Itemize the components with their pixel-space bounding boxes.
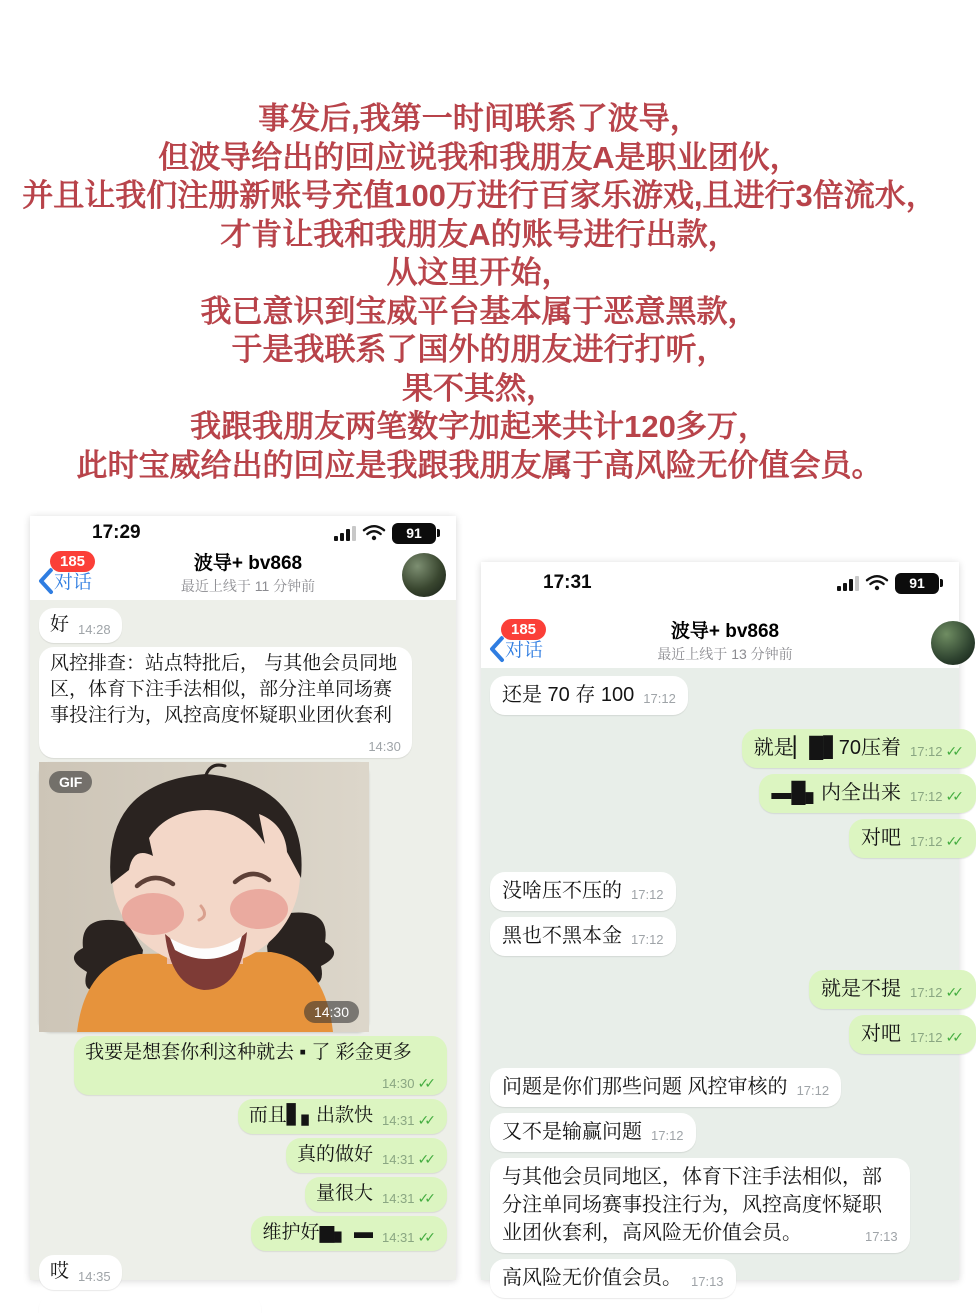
read-ticks-icon: ✓✓ — [945, 788, 959, 804]
battery-percent: 91 — [895, 573, 939, 594]
status-icons — [334, 523, 440, 544]
message-text: 就是不提 — [820, 978, 901, 1000]
contact-avatar[interactable] — [931, 621, 975, 665]
message-time: 14:31 — [381, 1230, 415, 1245]
cellular-signal-icon — [837, 576, 859, 591]
chat-bubble[interactable] — [759, 774, 976, 813]
back-label: 对话 — [505, 640, 544, 661]
headline-line: 此时宝威给出的回应是我跟我朋友属于高风险无价值会员。 — [76, 447, 883, 483]
chat-bubble[interactable] — [39, 608, 122, 643]
message-time: 14:30 — [381, 1076, 415, 1091]
contact-avatar[interactable] — [402, 553, 446, 597]
status-bar — [481, 562, 959, 604]
chat-last-seen: 最近上线于 13 分钟前 — [657, 646, 793, 662]
chat-title: 波导+ bv868 — [670, 621, 780, 642]
message-time: 14:31 — [381, 1152, 415, 1167]
message-meta — [865, 1230, 898, 1243]
message-row — [490, 917, 950, 956]
headline-line: 从这里开始， — [386, 255, 573, 290]
message-row — [39, 1216, 447, 1251]
chat-bubble[interactable] — [251, 1216, 447, 1251]
message-time: 17:13 — [691, 1274, 724, 1289]
read-ticks-icon: ✓✓ — [945, 1029, 959, 1045]
message-meta — [78, 623, 111, 636]
chat-bubble[interactable] — [490, 1259, 736, 1298]
message-meta — [382, 1153, 436, 1166]
nav-bar — [481, 604, 959, 668]
chat-bubble[interactable] — [238, 1099, 447, 1134]
message-row — [490, 1015, 976, 1054]
message-row — [490, 1158, 950, 1253]
message-row — [39, 1138, 447, 1173]
phone-screenshot-right — [481, 562, 959, 1289]
message-text: 哎 — [50, 1261, 70, 1282]
wifi-icon — [866, 575, 888, 591]
chat-bubble[interactable] — [490, 676, 688, 715]
message-text: 没啥压不压的 — [502, 880, 622, 902]
message-row — [490, 872, 950, 911]
chat-bubble[interactable] — [74, 1036, 447, 1095]
chat-bubble[interactable] — [742, 729, 976, 768]
chat-area — [481, 668, 959, 1289]
message-row — [39, 647, 447, 758]
read-ticks-icon: ✓✓ — [945, 984, 959, 1000]
headline-line: 我已意识到宝威平台基本属于恶意黑款， — [200, 293, 759, 329]
message-meta — [910, 745, 964, 758]
chat-bubble[interactable] — [809, 970, 976, 1009]
message-time: 17:12 — [909, 789, 943, 804]
message-meta — [691, 1275, 724, 1288]
message-time: 14:28 — [78, 622, 111, 637]
headline-line: 但波导给出的回应说我和我朋友A是职业团伙， — [158, 139, 801, 175]
message-meta — [910, 790, 964, 803]
nav-bar — [30, 550, 456, 600]
battery-icon — [895, 573, 943, 594]
headline — [0, 100, 959, 485]
message-text: 黑也不黑本金 — [502, 925, 622, 947]
message-text: 风控排查：站点特批后， 与其他会员同地区，体育下注手法相似，部分注单同场赛事投注行为，风控高度怀疑职业团伙套利 — [50, 653, 398, 726]
message-meta — [382, 1077, 436, 1090]
status-time: 17:31 — [543, 572, 592, 593]
headline-line: 并且让我们注册新账号充值100万进行百家乐游戏,且进行3倍流水， — [22, 178, 937, 213]
gif-badge — [49, 771, 92, 793]
message-row — [39, 762, 447, 1032]
chat-header — [100, 548, 396, 596]
message-time: 14:31 — [381, 1191, 415, 1206]
gif-message[interactable] — [39, 762, 369, 1032]
headline-line: 于是我联系了国外的朋友进行打听， — [231, 332, 728, 367]
chat-last-seen: 最近上线于 11 分钟前 — [180, 578, 316, 594]
message-time: 17:12 — [796, 1083, 830, 1098]
battery-icon — [392, 523, 440, 544]
message-text: 还是 70 存 100 — [502, 684, 635, 706]
read-ticks-icon: ✓✓ — [945, 833, 959, 849]
unread-badge: 185 — [50, 551, 95, 572]
headline-line: 才肯让我和我朋友A的账号进行出款， — [220, 216, 739, 252]
message-meta — [910, 986, 964, 999]
message-row — [39, 1099, 447, 1134]
message-time: 17:12 — [651, 1128, 684, 1143]
back-button[interactable] — [489, 621, 544, 662]
message-meta — [910, 1031, 964, 1044]
chat-bubble[interactable] — [490, 1158, 910, 1253]
message-row — [39, 608, 447, 643]
chat-bubble[interactable] — [490, 1113, 696, 1152]
message-text: 而且▋▖出款快 — [248, 1105, 373, 1126]
message-time: 17:12 — [909, 744, 943, 759]
message-text: 高风险无价值会员。 — [502, 1267, 682, 1289]
back-button[interactable] — [38, 553, 93, 594]
message-time: 17:12 — [909, 1030, 943, 1045]
message-row — [490, 1259, 950, 1298]
message-meta — [651, 1129, 684, 1142]
message-row — [39, 1255, 447, 1290]
read-ticks-icon: ✓✓ — [945, 743, 959, 759]
message-text: 对吧 — [860, 827, 901, 849]
chat-bubble[interactable] — [849, 819, 976, 858]
status-bar — [30, 516, 456, 550]
message-time: 17:12 — [631, 887, 664, 902]
status-icons — [837, 573, 943, 594]
message-row — [39, 1036, 447, 1095]
message-meta — [643, 692, 676, 705]
message-meta — [910, 835, 964, 848]
message-row — [39, 1294, 447, 1313]
message-meta — [382, 1231, 436, 1244]
wifi-icon — [363, 525, 385, 541]
message-row — [490, 729, 976, 768]
headline-line: 事发后,我第一时间联系了波导， — [258, 101, 701, 136]
message-row — [490, 676, 950, 715]
message-time: 17:12 — [643, 691, 676, 706]
message-text: 问题是你们那些问题 风控审核的 — [502, 1076, 788, 1098]
chat-bubble[interactable] — [39, 1255, 122, 1290]
cellular-signal-icon — [334, 526, 356, 541]
message-time: 17:13 — [865, 1229, 898, 1244]
message-text: 又不是输赢问题 — [502, 1121, 642, 1143]
chat-bubble[interactable] — [849, 1015, 976, 1054]
chat-bubble[interactable] — [490, 1068, 841, 1107]
phone-screenshot-left — [30, 516, 456, 1284]
chat-bubble[interactable] — [39, 1294, 261, 1313]
message-row — [490, 774, 976, 813]
message-text: 维护好▆▖ ▬ — [262, 1222, 373, 1243]
message-row — [490, 819, 976, 858]
chat-bubble[interactable] — [39, 647, 412, 758]
message-meta — [631, 933, 664, 946]
message-text: 对吧 — [860, 1023, 901, 1045]
message-text: 与其他会员同地区，体育下注手法相似，部分注单同场赛事投注行为，风控高度怀疑职业团伙套利，高风险无价值会员。 — [502, 1166, 882, 1244]
message-text: 我要是想套你利这种就去 ▪ 了 彩金更多 — [85, 1042, 412, 1063]
gif-timestamp: 14:30 — [304, 1001, 359, 1023]
back-label: 对话 — [54, 572, 93, 593]
message-time: 14:30 — [368, 739, 401, 754]
message-text: 量很大 — [315, 1183, 373, 1204]
chat-header — [551, 616, 899, 664]
chat-bubble[interactable] — [286, 1138, 447, 1173]
message-meta — [78, 1270, 111, 1283]
message-meta — [631, 888, 664, 901]
headline-line: 果不其然， — [402, 370, 557, 406]
read-ticks-icon: ✓✓ — [417, 1190, 431, 1206]
headline-line: 我跟我朋友两笔数字加起来共计120多万， — [190, 409, 769, 444]
back-chevron-icon — [489, 636, 504, 662]
message-row — [490, 970, 976, 1009]
message-meta — [382, 1192, 436, 1205]
chat-bubble[interactable] — [490, 917, 676, 956]
read-ticks-icon: ✓✓ — [417, 1075, 431, 1091]
read-ticks-icon: ✓✓ — [417, 1229, 431, 1245]
read-ticks-icon: ✓✓ — [417, 1112, 431, 1128]
message-row — [490, 1113, 950, 1152]
message-text: 好 — [50, 614, 70, 635]
message-meta — [797, 1084, 830, 1097]
message-text: ▬█▖内全出来 — [771, 782, 901, 804]
message-time: 17:12 — [909, 834, 943, 849]
toddler-gif-image — [39, 762, 369, 1032]
unread-badge: 185 — [501, 619, 546, 640]
message-time: 14:31 — [381, 1113, 415, 1128]
chat-area — [30, 600, 456, 1284]
chat-bubble[interactable] — [490, 872, 676, 911]
message-time: 17:12 — [631, 932, 664, 947]
message-row — [490, 1068, 950, 1107]
message-time: 14:35 — [78, 1269, 111, 1284]
chat-title: 波导+ bv868 — [193, 553, 303, 574]
message-meta — [368, 740, 401, 753]
chat-bubble[interactable] — [305, 1177, 447, 1212]
status-time: 17:29 — [92, 522, 141, 543]
battery-percent: 91 — [392, 523, 436, 544]
message-text: 真的做好 — [296, 1144, 373, 1165]
message-time: 17:12 — [909, 985, 943, 1000]
gif-badge-label: GIF — [59, 774, 83, 790]
back-chevron-icon — [38, 568, 53, 594]
message-row — [39, 1177, 447, 1212]
read-ticks-icon: ✓✓ — [417, 1151, 431, 1167]
message-text: 就是▏█▋70压着 — [753, 737, 901, 759]
message-meta — [382, 1114, 436, 1127]
